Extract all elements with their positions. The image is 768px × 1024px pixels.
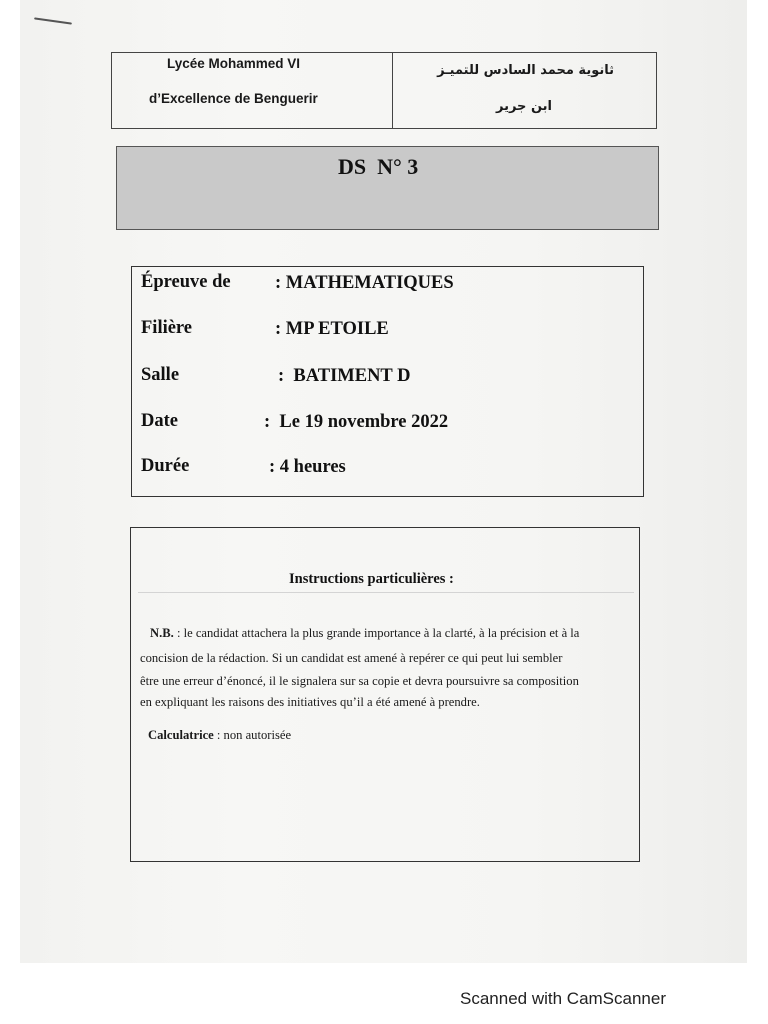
nb-line-4: en expliquant les raisons des initiatives qu’il a été amené à prendre. bbox=[140, 695, 480, 709]
salle-value: : BATIMENT D bbox=[278, 366, 411, 386]
school-name-ar-line2: ابن جرير bbox=[496, 99, 552, 114]
filiere-value: : MP ETOILE bbox=[275, 319, 389, 339]
nb-line-1 bbox=[150, 626, 579, 641]
school-header-divider bbox=[392, 52, 393, 129]
instructions-title: Instructions particulières : bbox=[289, 571, 454, 587]
scanner-watermark: Scanned with CamScanner bbox=[460, 989, 667, 1008]
epreuve-label: Épreuve de bbox=[141, 272, 231, 292]
date-value: : Le 19 novembre 2022 bbox=[264, 412, 449, 432]
salle-label: Salle bbox=[141, 365, 180, 385]
school-name-fr-line1: Lycée Mohammed VI bbox=[167, 56, 301, 71]
nb-line-2: concision de la rédaction. Si un candidat est amené à repérer ce qui peut lui sembler bbox=[140, 651, 563, 665]
date-label: Date bbox=[141, 411, 178, 431]
nb-text-1: : le candidat attachera la plus grande importance à la clarté, à la précision et à la bbox=[173, 626, 580, 640]
calculator-line bbox=[148, 728, 291, 743]
calculator-label: Calculatrice bbox=[148, 728, 214, 742]
school-name-fr-line2: d’Excellence de Benguerir bbox=[149, 91, 318, 106]
instructions-separator bbox=[138, 592, 634, 593]
nb-label: N.B. bbox=[150, 626, 174, 640]
nb-line-3: être une erreur d’énoncé, il le signalera sur sa copie et devra poursuivre sa composition bbox=[140, 674, 579, 688]
epreuve-value: : MATHEMATIQUES bbox=[275, 273, 454, 293]
school-name-ar-line1: ثانوية محمد السادس للتميـز bbox=[437, 63, 614, 78]
duree-label: Durée bbox=[141, 456, 190, 476]
filiere-label: Filière bbox=[141, 318, 193, 338]
exam-title: DS N° 3 bbox=[338, 154, 419, 179]
calculator-value: : non autorisée bbox=[213, 728, 292, 742]
duree-value: : 4 heures bbox=[269, 457, 346, 477]
